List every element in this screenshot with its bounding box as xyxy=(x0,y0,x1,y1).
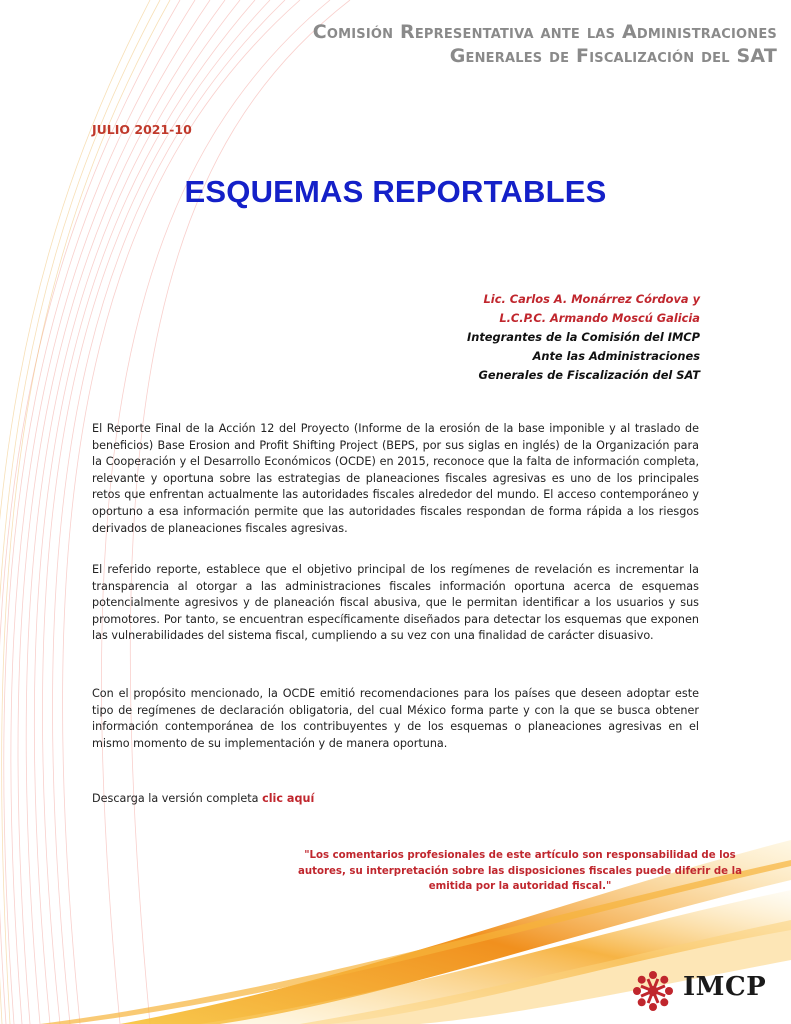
author-affiliation-2: Ante las Administraciones xyxy=(532,349,700,363)
author-affiliation-1: Integrantes de la Comisión del IMCP xyxy=(467,330,700,344)
header xyxy=(313,20,777,68)
disclaimer: "Los comentarios profesionales de este artículo son responsabilidad de los autores, su interpretación sobre las disposiciones fiscales puede diferir de la emitida por la autoridad fiscal." xyxy=(297,850,742,892)
body-paragraph-2: El referido reporte, establece que el objetivo principal de los regímenes de revelación es incrementar la transparencia al otorgar a las administraciones fiscales información oportuna acerca de esquemas potencialmente agresivos y de planeación fiscal abusiva, que le permitan identificar a los usuarios y sus promotores. Por tanto, se encuentran específicamente diseñados para detectar los esquemas que exponen las vulnerabilidades del sistema fiscal, cumpliendo a su vez con una finalidad de carácter disuasivo. xyxy=(92,563,699,643)
document-title: ESQUEMAS REPORTABLES xyxy=(184,174,607,209)
download-text: Descarga la versión completa xyxy=(92,792,263,805)
body-paragraph-1: El Reporte Final de la Acción 12 del Proyecto (Informe de la erosión de la base imponible y al traslado de beneficios) Base Erosion and Profit Shifting Project (BEPS, por sus siglas en inglés) de la Organización para la Cooperación y el Desarrollo Económicos (OCDE) en 2015, reconoce que la falta de información completa, relevante y oportuna sobre las estrategias de planeaciones fiscales agresivas es uno de los principales retos que enfrentan actualmente las autoridades fiscales alrededor del mundo. El acceso contemporáneo y oportuno a esa información permite que las autoridades fiscales respondan de forma rápida a los riesgos derivados de planeaciones fiscales agresivas. xyxy=(92,422,699,535)
author-block xyxy=(467,290,700,385)
imcp-star-icon xyxy=(630,968,676,1014)
publication-date: JULIO 2021-10 xyxy=(92,122,192,137)
download-line xyxy=(92,792,314,805)
author-affiliation-3: Generales de Fiscalización del SAT xyxy=(478,368,700,382)
author-name-2: L.C.P.C. Armando Moscú Galicia xyxy=(499,311,700,325)
download-link[interactable]: clic aquí xyxy=(262,792,315,805)
header-line-1: Comisión Representativa ante las Administraciones xyxy=(312,21,777,43)
header-line-2: Generales de Fiscalización del SAT xyxy=(449,45,777,67)
body-paragraph-3: Con el propósito mencionado, la OCDE emitió recomendaciones para los países que deseen adoptar este tipo de regímenes de declaración obligatoria, del cual México forma parte y con la que se busca obtener información contemporánea de los contribuyentes y de los esquemas o planeaciones agresivas en el mismo momento de su implementación y de manera oportuna. xyxy=(92,687,699,750)
author-name-1: Lic. Carlos A. Monárrez Córdova y xyxy=(483,292,700,306)
imcp-logo xyxy=(630,966,775,1016)
imcp-logo-text: IMCP xyxy=(683,972,767,1002)
